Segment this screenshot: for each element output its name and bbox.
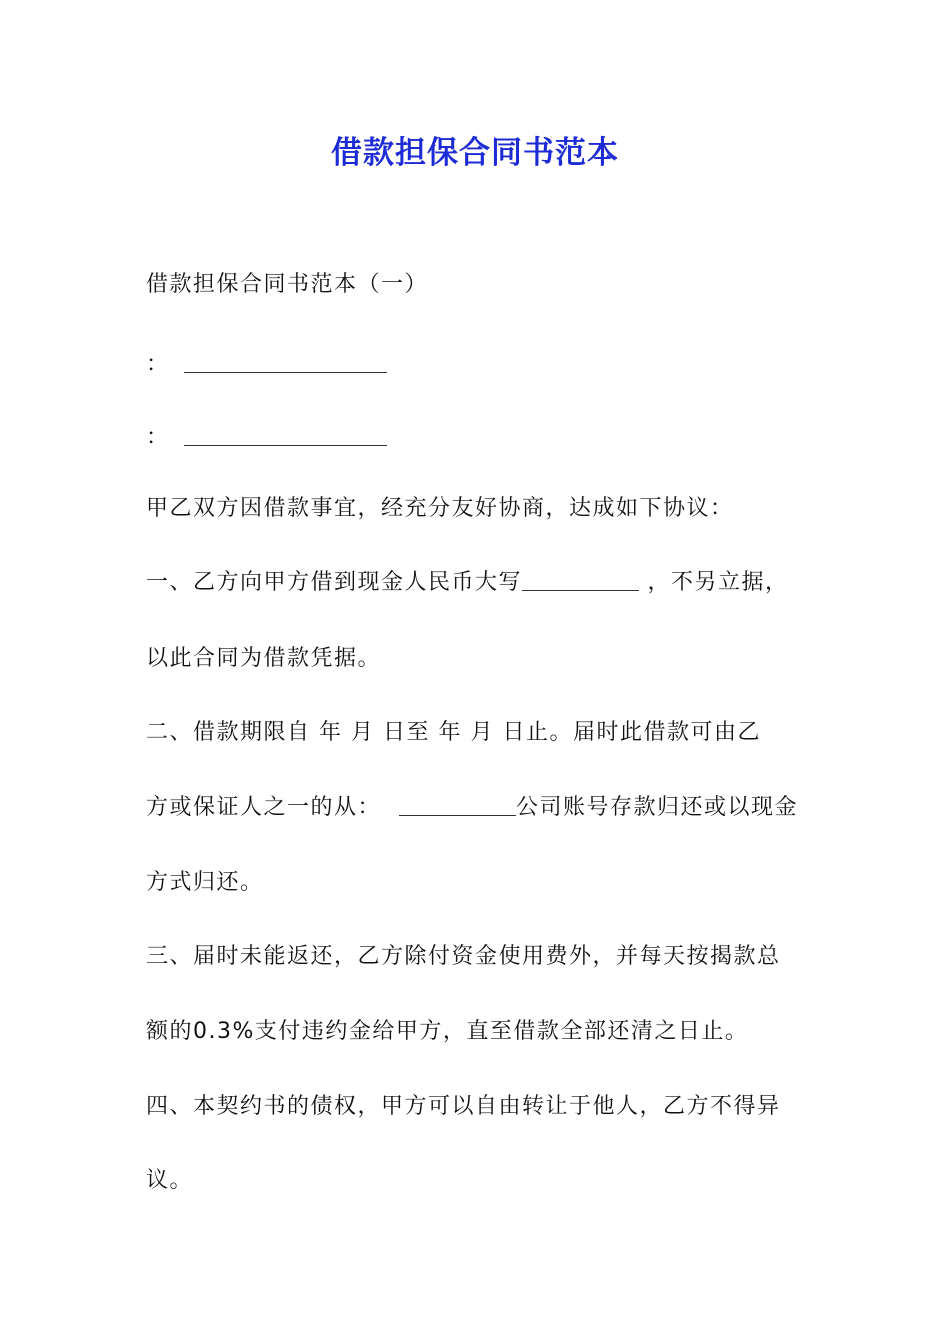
company-blank [399, 795, 516, 816]
clause-2-line-1: 二、借款期限自 年 月 日至 年 月 日止。届时此借款可由乙 [146, 720, 761, 745]
party-a-line [146, 350, 816, 380]
party-a-colon: ： [146, 352, 170, 377]
party-b-colon: ： [146, 425, 170, 450]
clause-2-line-2 [146, 793, 816, 823]
clause-2-line-3: 方式归还。 [146, 870, 264, 895]
clause-1-line-1 [146, 568, 816, 598]
intro-paragraph: 甲乙双方因借款事宜，经充分友好协商，达成如下协议： [146, 496, 734, 521]
party-a-blank [184, 352, 387, 373]
party-b-line [146, 423, 816, 453]
clause-1-text-pre: 一、乙方向甲方借到现金人民币大写 [146, 570, 523, 595]
clause-2-text-post: 公司账号存款归还或以现金 [516, 795, 799, 820]
clause-3-line-1: 三、届时未能返还，乙方除付资金使用费外，并每天按揭款总 [146, 944, 781, 969]
clause-2-text-pre: 方或保证人之一的从： [146, 795, 382, 820]
clause-3-line-2: 额的0.3%支付违约金给甲方，直至借款全部还清之日止。 [146, 1019, 749, 1044]
clause-1-line-2: 以此合同为借款凭据。 [146, 646, 382, 671]
clause-1-text-post: ，不另立据， [639, 570, 789, 595]
clause-4-line-2: 议。 [146, 1168, 194, 1193]
amount-blank [522, 570, 639, 591]
section-subtitle: 借款担保合同书范本（一） [146, 272, 429, 297]
clause-4-line-1: 四、本契约书的债权，甲方可以自由转让于他人，乙方不得异 [146, 1094, 781, 1119]
party-b-blank [184, 425, 387, 446]
document-title: 借款担保合同书范本 [331, 135, 619, 171]
